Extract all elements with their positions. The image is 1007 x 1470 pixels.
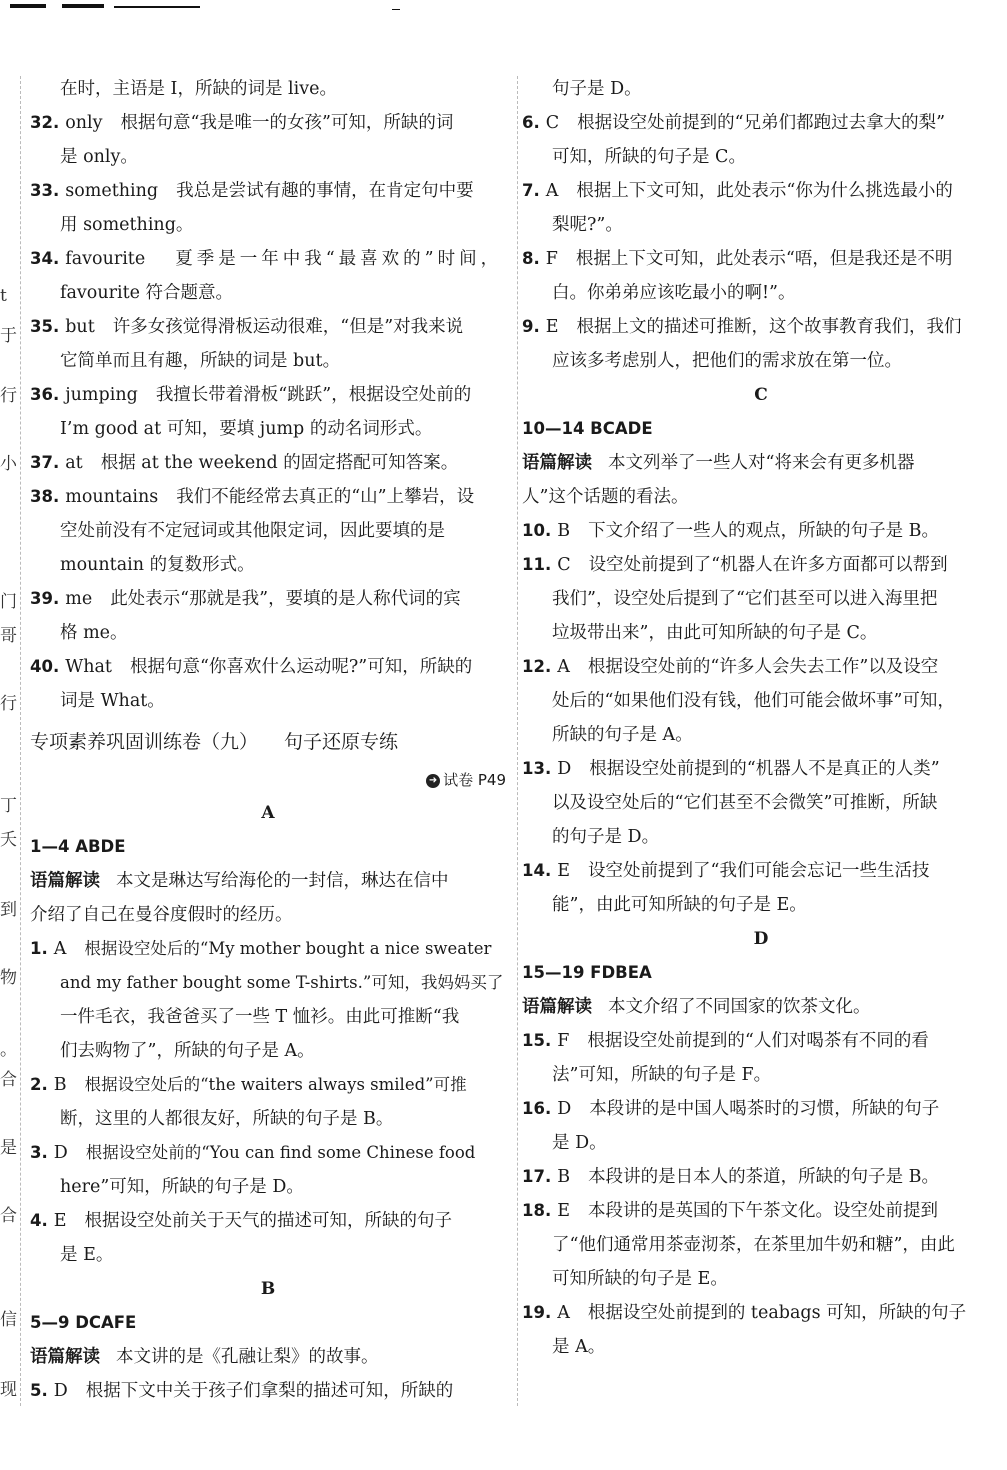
answer-number: 14. bbox=[522, 861, 552, 880]
reading-summary: 本文列举了一些人对“将来会有更多机器 bbox=[608, 453, 915, 473]
heading-main: 专项素养巩固训练卷（九） bbox=[30, 731, 259, 753]
answer-explanation-cont: 用 something。 bbox=[60, 215, 194, 235]
answer-number: 33. bbox=[30, 181, 60, 200]
heading-sub: 句子还原专练 bbox=[284, 731, 399, 753]
answer-explanation: 根据设空处前关于天气的描述可知，所缺的句子 bbox=[84, 1211, 453, 1231]
reading-summary-cont: 介绍了自己在曼谷度假时的经历。 bbox=[30, 905, 293, 925]
paper-reference bbox=[30, 764, 506, 796]
answer-number: 8. bbox=[522, 249, 540, 268]
answer-explanation: 根据设空处后的“the waiters always smiled”可推 bbox=[84, 1075, 467, 1094]
strip-char: 。 bbox=[0, 1040, 17, 1060]
answer-explanation: 根据上下文可知，此处表示“你为什么挑选最小的 bbox=[576, 181, 953, 201]
answer-explanation: 根据下文中关于孩子们拿梨的描述可知，所缺的 bbox=[85, 1381, 454, 1401]
answer-continuation: 句子是 D。 bbox=[552, 79, 642, 99]
answer-key: B bbox=[557, 1167, 571, 1187]
answer-explanation: 根据句意“我是唯一的女孩”可知，所缺的词 bbox=[120, 113, 454, 133]
reading-summary: 本文讲的是《孔融让梨》的故事。 bbox=[116, 1347, 379, 1367]
answer-number: 37. bbox=[30, 453, 60, 472]
answer-key: A bbox=[557, 657, 570, 677]
arrow-right-icon: ➜ bbox=[426, 774, 440, 788]
answer-item-34 bbox=[30, 242, 506, 310]
answer-number: 19. bbox=[522, 1303, 552, 1322]
answer-explanation-cont: favourite 符合题意。 bbox=[60, 283, 234, 303]
answer-number: 3. bbox=[30, 1143, 48, 1162]
answer-key: jumping bbox=[65, 385, 138, 405]
answer-item-36 bbox=[30, 378, 506, 446]
answer-explanation: 根据上下文可知，此处表示“唔，但是我还是不明 bbox=[575, 249, 953, 269]
answer-number: 35. bbox=[30, 317, 60, 336]
answer-explanation: 设空处前提到了“机器人在许多方面都可以帮到 bbox=[588, 555, 948, 575]
answer-number: 7. bbox=[522, 181, 540, 200]
answer-item-6 bbox=[522, 106, 1000, 174]
answer-key: A bbox=[545, 181, 559, 201]
strip-char: 合 bbox=[0, 1206, 17, 1226]
strip-char: 哥 bbox=[0, 626, 17, 646]
reading-label: 语篇解读 bbox=[522, 997, 592, 1017]
answer-explanation: 许多女孩觉得滑板运动很难，“但是”对我来说 bbox=[112, 317, 464, 337]
answer-explanation-cont: 我们”，设空处后提到了“它们甚至可以进入海里把 bbox=[552, 589, 938, 609]
answer-explanation-cont: 梨呢?”。 bbox=[552, 215, 623, 235]
answer-key: something bbox=[65, 181, 159, 201]
answer-key: F bbox=[545, 249, 558, 269]
answer-explanation: 我们不能经常去真正的“山”上攀岩，设 bbox=[176, 487, 475, 507]
answer-item-2 bbox=[30, 1068, 506, 1136]
answer-explanation: 根据设空处前提到的“人们对喝茶有不同的看 bbox=[587, 1031, 929, 1051]
answer-range-a: 1—4 ABDE bbox=[30, 837, 126, 856]
strip-char: 是 bbox=[0, 1138, 17, 1158]
answer-explanation-cont: 应该多考虑别人，把他们的需求放在第一位。 bbox=[552, 351, 902, 371]
answer-item-15 bbox=[522, 1024, 1000, 1092]
answer-range-d: 15—19 FDBEA bbox=[522, 963, 652, 982]
answer-explanation: 根据设空处前提到的 teabags 可知，所缺的句子 bbox=[587, 1303, 967, 1323]
answer-explanation: 我擅长带着滑板“跳跃”，根据设空处前的 bbox=[155, 385, 472, 405]
answer-item-32 bbox=[30, 106, 506, 174]
answer-key: D bbox=[53, 1381, 68, 1401]
answer-explanation-cont: I’m good at 可知，要填 jump 的动名词形式。 bbox=[60, 419, 433, 439]
answer-explanation: 设空处前提到了“我们可能会忘记一些生活技 bbox=[588, 861, 930, 881]
answer-item-8 bbox=[522, 242, 1000, 310]
answer-key: A bbox=[557, 1303, 570, 1323]
answer-number: 34. bbox=[30, 249, 60, 268]
answer-key: D bbox=[557, 759, 572, 779]
answer-item-19 bbox=[522, 1296, 1000, 1364]
answer-explanation-cont: and my father bought some T-shirts.”可知，我妈妈买了 bbox=[60, 973, 504, 992]
answer-key: E bbox=[557, 1201, 571, 1221]
answer-explanation: 根据上文的描述可推断，这个故事教育我们，我们 bbox=[576, 317, 962, 337]
answer-key: C bbox=[545, 113, 560, 133]
answer-explanation: 根据 at the weekend 的固定搭配可知答案。 bbox=[100, 453, 459, 473]
strip-char: 于 bbox=[0, 326, 17, 346]
top-bar-3 bbox=[114, 6, 200, 8]
answer-key: at bbox=[65, 453, 83, 473]
strip-char: 物 bbox=[0, 968, 17, 988]
answer-key: D bbox=[557, 1099, 572, 1119]
strip-char: 信 bbox=[0, 1310, 17, 1330]
part-label-c: C bbox=[754, 385, 768, 405]
reading-summary: 本文介绍了不同国家的饮茶文化。 bbox=[608, 997, 871, 1017]
answer-key: E bbox=[53, 1211, 67, 1231]
answer-explanation-cont: 以及设空处后的“它们甚至不会微笑”可推断，所缺 bbox=[552, 793, 938, 813]
answer-number: 15. bbox=[522, 1031, 552, 1050]
answer-explanation: 本段讲的是日本人的茶道，所缺的句子是 B。 bbox=[588, 1167, 940, 1187]
answer-range-c: 10—14 BCADE bbox=[522, 419, 653, 438]
answer-item-35 bbox=[30, 310, 506, 378]
answer-explanation-cont: 是 E。 bbox=[60, 1245, 114, 1265]
reading-label: 语篇解读 bbox=[30, 1347, 100, 1367]
answer-explanation-cont: 法”可知，所缺的句子是 F。 bbox=[552, 1065, 772, 1085]
column-divider bbox=[517, 76, 518, 1406]
reading-summary: 本文是琳达写给海伦的一封信，琳达在信中 bbox=[116, 871, 449, 891]
answer-number: 13. bbox=[522, 759, 552, 778]
answer-key: B bbox=[557, 521, 571, 541]
answer-explanation-cont: 能”，由此可知所缺的句子是 E。 bbox=[552, 895, 807, 915]
answer-explanation-cont: 一件毛衣，我爸爸买了一些 T 恤衫。由此可推断“我 bbox=[60, 1007, 460, 1027]
answer-explanation-cont: 断，这里的人都很友好，所缺的句子是 B。 bbox=[60, 1109, 394, 1129]
answer-number: 40. bbox=[30, 657, 60, 676]
answer-number: 10. bbox=[522, 521, 552, 540]
answer-explanation-cont: 所缺的句子是 A。 bbox=[552, 725, 693, 745]
answer-explanation-cont: 可知所缺的句子是 E。 bbox=[552, 1269, 728, 1289]
answer-explanation-cont: 可知，所缺的句子是 C。 bbox=[552, 147, 746, 167]
answer-number: 38. bbox=[30, 487, 60, 506]
answer-number: 39. bbox=[30, 589, 60, 608]
answer-explanation: 下文介绍了一些人的观点，所缺的句子是 B。 bbox=[588, 521, 940, 541]
answer-item-18 bbox=[522, 1194, 1000, 1296]
answer-explanation-cont: 空处前没有不定冠词或其他限定词，因此要填的是 bbox=[60, 521, 445, 541]
answer-item-9 bbox=[522, 310, 1000, 378]
answer-key: mountains bbox=[65, 487, 159, 507]
left-column bbox=[30, 72, 506, 1408]
answer-explanation: 本段讲的是中国人喝茶时的习惯，所缺的句子 bbox=[589, 1099, 940, 1119]
answer-explanation-cont: 了“他们通常用茶壶沏茶，在茶里加牛奶和糖”，由此 bbox=[552, 1235, 955, 1255]
answer-item-39 bbox=[30, 582, 506, 650]
strip-char: 行 bbox=[0, 386, 17, 406]
answer-explanation-cont: 处后的“如果他们没有钱，他们可能会做坏事”可知， bbox=[552, 691, 955, 711]
answer-item-10 bbox=[522, 514, 1000, 548]
answer-explanation-cont: 词是 What。 bbox=[60, 691, 165, 711]
answer-number: 16. bbox=[522, 1099, 552, 1118]
strip-char: 丁 bbox=[0, 796, 17, 816]
answer-item-11 bbox=[522, 548, 1000, 650]
answer-range-b: 5—9 DCAFE bbox=[30, 1313, 137, 1332]
answer-explanation-cont: 白。你弟弟应该吃最小的啊!”。 bbox=[552, 283, 796, 303]
answer-explanation-cont: 的句子是 D。 bbox=[552, 827, 660, 847]
answer-number: 9. bbox=[522, 317, 540, 336]
answer-explanation-cont: 是 only。 bbox=[60, 147, 138, 167]
reading-label: 语篇解读 bbox=[522, 453, 592, 473]
top-bar-1 bbox=[10, 4, 46, 8]
answer-explanation: 根据设空处前的“许多人会失去工作”以及设空 bbox=[587, 657, 939, 677]
reading-summary-cont: 人”这个话题的看法。 bbox=[522, 487, 689, 507]
answer-explanation-cont: 垃圾带出来”，由此可知所缺的句子是 C。 bbox=[552, 623, 878, 643]
answer-item-16 bbox=[522, 1092, 1000, 1160]
reference-text: 试卷 P49 bbox=[443, 771, 506, 789]
answer-item-38 bbox=[30, 480, 506, 582]
answer-item-14 bbox=[522, 854, 1000, 922]
strip-char: 夭 bbox=[0, 830, 17, 850]
answer-explanation-cont: mountain 的复数形式。 bbox=[60, 555, 255, 575]
answer-number: 11. bbox=[522, 555, 552, 574]
answer-explanation-cont: 是 D。 bbox=[552, 1133, 607, 1153]
answer-key: me bbox=[65, 589, 93, 609]
strip-char: 行 bbox=[0, 694, 17, 714]
answer-explanation: 我总是尝试有趣的事情，在肯定句中要 bbox=[176, 181, 474, 201]
answer-explanation-cont: 是 A。 bbox=[552, 1337, 606, 1357]
answer-item-3 bbox=[30, 1136, 506, 1204]
answer-item-5 bbox=[30, 1374, 506, 1408]
answer-item-37 bbox=[30, 446, 506, 480]
answer-key: F bbox=[557, 1031, 570, 1051]
answer-item-4 bbox=[30, 1204, 506, 1272]
answer-item-17 bbox=[522, 1160, 1000, 1194]
answer-key: only bbox=[65, 113, 103, 133]
answer-explanation-cont: 格 me。 bbox=[60, 623, 128, 643]
answer-explanation: 根据设空处前提到的“机器人不是真正的人类” bbox=[589, 759, 940, 779]
strip-char: 到 bbox=[0, 900, 17, 920]
answer-number: 12. bbox=[522, 657, 552, 676]
section-heading bbox=[30, 720, 506, 764]
answer-key: B bbox=[53, 1075, 67, 1095]
answer-explanation-cont: 它简单而且有趣，所缺的词是 but。 bbox=[60, 351, 341, 371]
answer-number: 4. bbox=[30, 1211, 48, 1230]
answer-explanation: 根据句意“你喜欢什么运动呢?”可知，所缺的 bbox=[129, 657, 473, 677]
answer-explanation-cont: 们去购物了”，所缺的句子是 A。 bbox=[60, 1041, 315, 1061]
left-margin-strip bbox=[0, 70, 16, 1430]
answer-item-33 bbox=[30, 174, 506, 242]
answer-key: C bbox=[557, 555, 571, 575]
answer-number: 17. bbox=[522, 1167, 552, 1186]
answer-number: 2. bbox=[30, 1075, 48, 1094]
answer-item-7 bbox=[522, 174, 1000, 242]
answer-explanation-cont: here”可知，所缺的句子是 D。 bbox=[60, 1177, 304, 1197]
answer-key: but bbox=[65, 317, 95, 337]
strip-char: 小 bbox=[0, 454, 17, 474]
answer-number: 36. bbox=[30, 385, 60, 404]
top-bar-4 bbox=[392, 9, 400, 10]
answer-item-13 bbox=[522, 752, 1000, 854]
answer-key: favourite bbox=[65, 249, 146, 269]
strip-char: 合 bbox=[0, 1070, 17, 1090]
answer-number: 1. bbox=[30, 939, 48, 958]
left-divider bbox=[20, 76, 21, 1406]
answer-number: 6. bbox=[522, 113, 540, 132]
answer-key: What bbox=[65, 657, 112, 677]
answer-key: D bbox=[53, 1143, 68, 1163]
part-label-a: A bbox=[261, 803, 275, 823]
top-bar-2 bbox=[62, 4, 104, 8]
strip-char: 现 bbox=[0, 1380, 17, 1400]
answer-item-1 bbox=[30, 932, 506, 1068]
answer-number: 5. bbox=[30, 1381, 48, 1400]
answer-number: 18. bbox=[522, 1201, 552, 1220]
answer-key: A bbox=[53, 939, 67, 959]
part-label-d: D bbox=[753, 929, 769, 949]
answer-explanation: 此处表示“那就是我”，要填的是人称代词的宾 bbox=[110, 589, 461, 609]
right-column bbox=[522, 72, 1000, 1364]
answer-key: E bbox=[557, 861, 571, 881]
answer-item-12 bbox=[522, 650, 1000, 752]
strip-char: t bbox=[0, 286, 7, 306]
answer-explanation: 根据设空处后的“My mother bought a nice sweater bbox=[84, 939, 492, 958]
answer-explanation: 根据设空处前的“You can find some Chinese food bbox=[85, 1143, 476, 1162]
answer-explanation: 夏季是一年中我“最喜欢的”时间， bbox=[175, 249, 503, 269]
strip-char: 门 bbox=[0, 592, 17, 612]
answer-item-40 bbox=[30, 650, 506, 718]
answer-continuation: 在时，主语是 I，所缺的词是 live。 bbox=[60, 79, 337, 99]
answer-number: 32. bbox=[30, 113, 60, 132]
answer-key: E bbox=[545, 317, 559, 337]
answer-explanation: 根据设空处前提到的“兄弟们都跑过去拿大的梨” bbox=[577, 113, 946, 133]
part-label-b: B bbox=[260, 1279, 276, 1299]
reading-label: 语篇解读 bbox=[30, 871, 100, 891]
answer-explanation: 本段讲的是英国的下午茶文化。设空处前提到 bbox=[588, 1201, 939, 1221]
